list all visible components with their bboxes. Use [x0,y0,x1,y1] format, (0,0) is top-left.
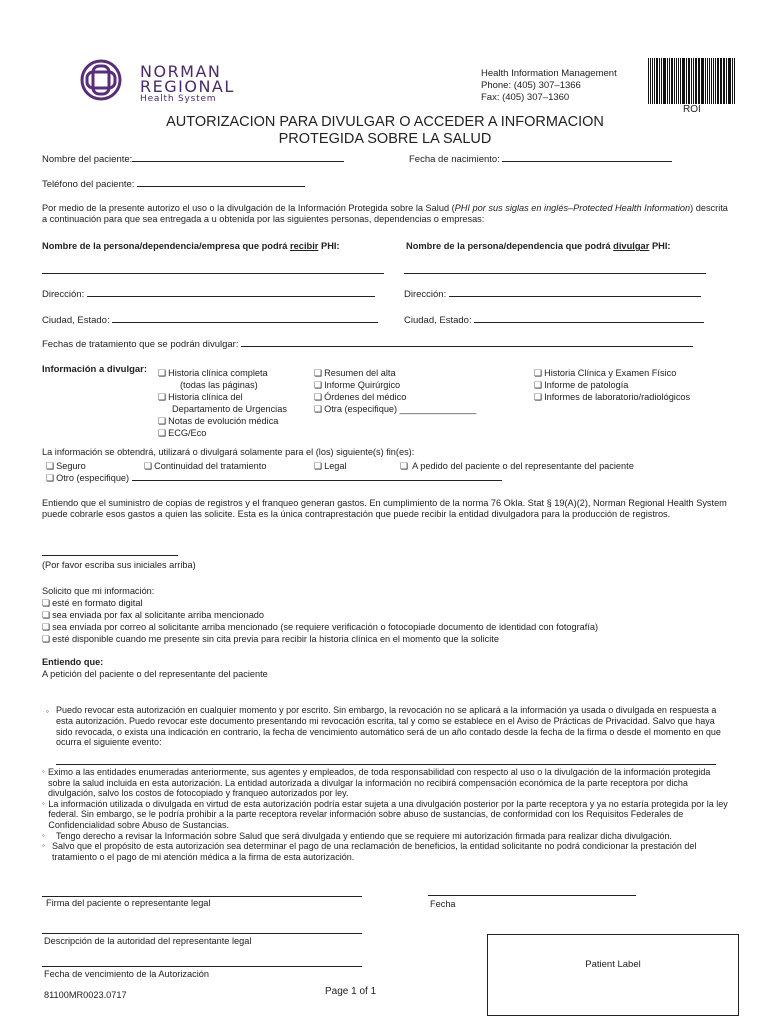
initials-line[interactable] [42,555,178,556]
delivery-option[interactable]: ❏ sea enviada por correo al solicitante arriba mencionado (se requiere verificación o fotocopiade documento de identidad con fotografía) [42,621,598,633]
understand-item-text: Tengo derecho a revisar la Información sobre Salud que será divulgada y entiendo que se requiere mi autorización firmada para realizar dicha divulgación. [56,830,672,841]
purpose-option-request[interactable] [400,461,634,472]
patient-signature-line[interactable] [42,896,362,897]
barcode-bar [667,58,668,104]
barcode-bar [680,58,681,104]
purpose-option-label: A pedido del paciente o del representante del paciente [412,461,634,471]
brand-line3: Health System [140,94,217,104]
barcode-bar [734,58,735,104]
patient-name-label: Nombre del paciente: [42,154,133,165]
info-option-cont: (todas las páginas) [180,380,258,390]
barcode-bar [656,58,658,104]
purpose-option[interactable]: ❏ Legal [314,461,347,472]
barcode-bar [729,58,730,104]
delivery-block [42,585,598,645]
disclose-word: divulgar [613,241,650,251]
info-option[interactable]: ❏ Informe de patología [534,379,690,391]
barcode-bar [696,58,697,104]
patient-name-line[interactable] [132,161,344,162]
authority-line[interactable] [42,933,362,934]
barcode-bar [701,58,702,104]
delivery-option[interactable]: ❏ sea enviada por fax al solicitante arriba mencionado [42,609,598,621]
logo [80,58,122,102]
receive-suffix: PHI: [321,241,340,251]
page-number: Page 1 of 1 [325,986,377,997]
dept-name: Health Information Management [481,68,617,79]
info-option[interactable]: ❏ Historia Clínica y Examen Físico [534,367,690,379]
brand-line2: REGIONAL [140,77,235,96]
fees-paragraph: Entiendo que el suministro de copias de registros y el franqueo generan gastos. En cumplimiento de la norma 76 Okla. Stat § 19(A)(2), Norman Regional Health System puede cobrarle esos gastos a quien las solicite. Esta es la única contraprestación que puede recibir la entidad divulgadora para la producción de registros. [42,498,727,519]
date-label: Fecha [430,899,456,909]
disclose-address-line[interactable] [449,296,701,297]
delivery-intro: Solicito que mi información: [42,586,155,596]
understand-subheading: A petición del paciente o del representante del paciente [42,669,268,679]
understand-item [42,799,732,831]
barcode-bar [698,58,699,104]
understand-item [42,767,732,799]
treatment-dates-line[interactable] [241,346,693,347]
treatment-dates-field[interactable] [42,339,693,350]
barcode-bar [669,58,670,104]
bullet-icon: ◦ [42,841,45,851]
patient-label-text: Patient Label [585,959,641,970]
understand-item1: Puedo revocar esta autorización en cualquier momento y por escrito. Sin embargo, la revocación no se aplicará a la información ya usada o divulgada en respuesta a esta autorización. Puedo revocar este documento presentando mi revocación escrita, tal y como se establece en el Aviso de Prácticas de Privacidad. Salvo que haya sido revocada, o exista una indicación en contrario, la fecha de vencimiento automático será de un año contado desde la fecha de la firma o desde el momento en que ocurra el siguiente evento: [56,705,721,748]
barcode-bar [713,58,714,104]
purpose-other[interactable] [46,473,502,484]
purpose-other-line[interactable] [132,480,502,481]
info-option[interactable]: ❏ Informe Quirúrgico [314,379,476,391]
expiry-label: Fecha de vencimiento de la Autorización [44,969,209,979]
bullet-icon: ◦ [42,798,45,808]
barcode-bar [709,58,710,104]
intro-paragraph [42,203,732,225]
info-option-cont: Departamento de Urgencias [172,404,287,414]
barcode-bar [732,58,733,104]
logo-icon [80,58,122,102]
barcode-bar [711,58,712,104]
bullet-icon: ◦ [42,830,45,840]
authority-label: Descripción de la autoridad del representante legal [44,936,252,946]
bullet-icon: ◦ [46,707,49,716]
info-col1 [158,367,287,439]
barcode-bar [686,58,687,104]
initials-note: (Por favor escriba sus iniciales arriba) [42,560,196,570]
barcode-bar [663,58,664,104]
receive-city-line[interactable] [112,322,378,323]
disclose-city-field[interactable] [404,315,704,326]
barcode-bar [717,58,718,104]
dob-line[interactable] [502,161,672,162]
bullet-icon: ◦ [42,767,45,776]
barcode-bar [702,58,704,104]
form-code: 81100MR0023.0717 [44,990,127,1000]
purpose-option[interactable]: ❏ Continuidad del tratamiento [144,461,266,472]
patient-signature-label: Firma del paciente o representante legal [46,898,211,908]
event-line[interactable] [56,764,716,765]
barcode-bar [695,58,696,104]
info-option[interactable]: ❏ Órdenes del médico [314,391,476,403]
patient-name-field[interactable] [42,154,344,165]
receive-prefix: Nombre de la persona/dependencia/empresa que podrá [42,241,288,251]
disclose-suffix: PHI: [651,241,671,251]
disclose-name-line[interactable] [404,273,706,274]
understand-heading: Entiendo que: [42,657,104,667]
barcode-bar [676,58,677,104]
understand-item-text: La información utilizada o divulgada en virtud de esta autorización podría estar sujeta a una divulgación posterior por la parte receptora y ya no estaría protegida por la ley federal. Sin embargo, se le podría prohibir a la parte receptora revelar información sobre abuso de sustancias, de conformidad con los Requisitos Federales de Confidencialidad sobre Abuso de Sustancias. [48,798,728,830]
purpose-option[interactable]: ❏ Seguro [46,461,86,472]
understand-item [42,831,732,842]
intro-italic: PHI por sus siglas en inglés–Protected Health Information [454,203,691,213]
barcode-bar [723,58,725,104]
delivery-option[interactable]: ❏ esté disponible cuando me presente sin cita previa para recibir la historia clínica en el momento que la solicite [42,633,598,645]
info-option[interactable]: ❏ Informes de laboratorio/radiológicos [534,391,690,403]
disclose-heading [406,241,671,251]
dob-label: Fecha de nacimiento: [409,154,500,165]
barcode-bar [661,58,662,104]
barcode-bar [688,58,690,104]
contact-block [481,68,617,104]
phone: Phone: (405) 307–1366 [481,80,581,91]
barcode-bar [726,58,727,104]
barcode-bar [652,58,653,104]
barcode-bar [674,58,675,104]
receive-name-line[interactable] [42,273,384,274]
disclose-address-label: Dirección: [404,289,447,300]
receive-heading [42,241,340,251]
barcode-bar [659,58,660,104]
patient-phone-line[interactable] [137,186,305,187]
barcode-bar [705,58,706,104]
info-option[interactable]: ❏ Historia clínica del [158,391,287,403]
disclose-city-label: Ciudad, Estado: [404,315,472,326]
date-line[interactable] [428,895,636,896]
dob-field[interactable] [409,154,672,165]
understand-item-text: Salvo que el propósito de esta autorización sea determinar el pago de una reclamación de beneficios, la entidad solicitante no podrá condicionar la prestación del tratamiento o el pago de mi atención médica a la firma de esta autorización. [52,841,697,862]
brand-name [140,64,235,105]
info-option[interactable]: ❏ Otra (especifique) _______________ [314,403,476,415]
brand-line1: NORMAN [140,62,222,81]
barcode-bar [720,58,721,104]
intro-part1: Por medio de la presente autorizo el uso o la divulgación de la Información Protegida sobre la Salud ( [42,203,455,213]
delivery-option[interactable]: ❏ esté en formato digital [42,597,598,609]
treatment-dates-label: Fechas de tratamiento que se podrán divulgar: [42,339,239,350]
barcode-bar [728,58,729,104]
checkbox-icon [400,461,410,471]
disclose-address-field[interactable] [404,289,701,300]
barcode-bar [678,58,679,104]
barcode-bar [707,58,708,104]
receive-address-line[interactable] [87,296,375,297]
disclose-city-line[interactable] [474,322,704,323]
receive-city-field[interactable] [42,315,378,326]
receive-word: recibir [290,241,319,251]
info-label: Información a divulgar: [42,364,148,375]
purpose-other-label: ❏ Otro (especifique) [46,473,129,483]
barcode-bar [683,58,684,104]
barcode-bar [650,58,651,104]
form-title-line1: AUTORIZACION PARA DIVULGAR O ACCEDER A INFORMACION [166,114,604,130]
patient-phone-label: Teléfono del paciente: [42,179,135,190]
receive-address-label: Dirección: [42,289,85,300]
receive-address-field[interactable] [42,289,375,300]
barcode-label: ROI [683,104,701,115]
disclose-prefix: Nombre de la persona/dependencia que podrá [406,241,611,251]
barcode-bar [691,58,692,104]
understand-item-text: Eximo a las entidades enumeradas anteriormente, sus agentes y empleados, de toda responsabilidad con respecto al uso o la divulgación de la información protegida sobre la salud incluida en esta autorización. La entidad autorizada a divulgar la información no recibirá compensación económica de la parte receptora por dicha divulgación, salvo los costos de fotocopiado y franqueo autorizados por ley. [47,767,711,799]
fax: Fax: (405) 307–1360 [481,92,570,103]
barcode-bar [671,58,673,104]
info-option[interactable]: ❏ Notas de evolución médica [158,415,287,427]
barcode-bar [715,58,716,104]
patient-phone-field[interactable] [42,179,305,190]
barcode-bar [648,58,649,104]
barcode-bar [721,58,722,104]
intro-part2: ) descrita a continuación para que sea entregada a u obtenida por las siguientes personas, dependencias o empresas: [42,203,728,224]
barcode-bar [682,58,683,104]
understand-items [42,767,732,862]
info-option[interactable]: ❏ Resumen del alta [314,367,476,379]
info-col3 [534,367,690,403]
patient-label-box [487,934,739,1016]
understand-item [42,841,732,862]
info-col2 [314,367,476,415]
info-option[interactable]: ❏ Historia clínica completa [158,367,287,379]
barcode-bar [654,58,655,104]
purpose-intro: La información se obtendrá, utilizará o divulgará solamente para el (los) siguiente(s) fin(es): [42,447,415,457]
info-option[interactable]: ❏ ECG/Eco [158,427,287,439]
barcode-bar [693,58,694,104]
form-title-line2: PROTEGIDA SOBRE LA SALUD [278,131,492,147]
barcode [648,58,736,104]
expiry-line[interactable] [42,966,362,967]
receive-city-label: Ciudad, Estado: [42,315,110,326]
barcode-bar [664,58,665,104]
